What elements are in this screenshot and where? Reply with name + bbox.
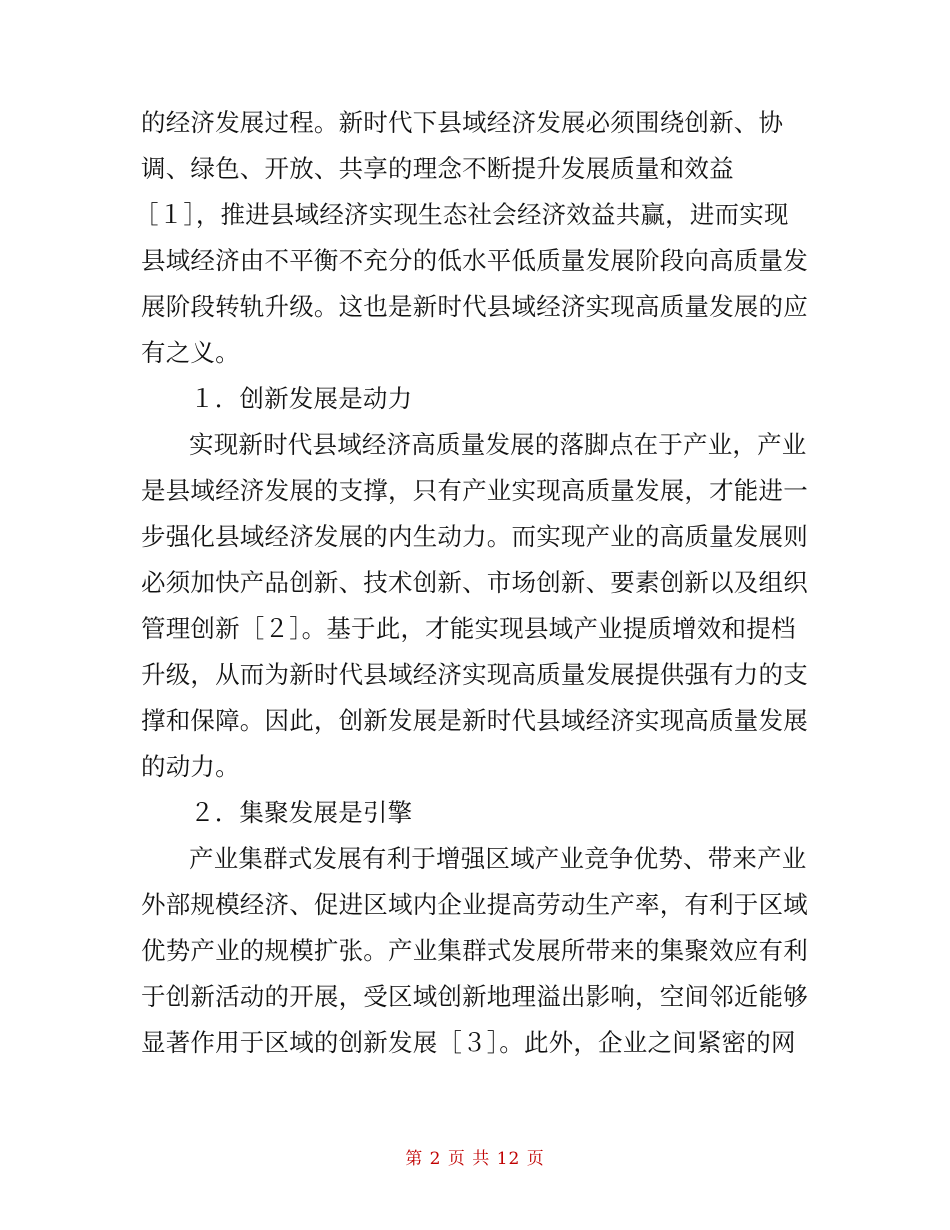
body-text-line: 展阶段转轨升级。这也是新时代县域经济实现高质量发展的应 [141,292,808,321]
section-heading-agglomeration: ２．集聚发展是引擎 [190,798,413,827]
body-text-line: 必须加快产品创新、技术创新、市场创新、要素创新以及组织 [141,568,808,597]
page-number-footer: 第 2 页 共 12 页 [405,1149,545,1169]
body-text-line: 步强化县域经济发展的内生动力。而实现产业的高质量发展则 [141,522,808,551]
body-text-line: 升级，从而为新时代县域经济实现高质量发展提供强有力的支 [141,660,808,689]
body-text-line: 显著作用于区域的创新发展［３］。此外，企业之间紧密的网 [141,1028,796,1057]
body-text-line: 管理创新［２］。基于此，才能实现县域产业提质增效和提档 [141,614,796,643]
section-heading-innovation: １．创新发展是动力 [190,384,413,413]
body-text-line: ［１］，推进县域经济实现生态社会经济效益共赢，进而实现 [134,200,789,229]
body-text-line: 优势产业的规模扩张。产业集群式发展所带来的集聚效应有利 [141,936,808,965]
body-text-line: 县域经济由不平衡不充分的低水平低质量发展阶段向高质量发 [141,246,808,275]
body-text-line: 撑和保障。因此，创新发展是新时代县域经济实现高质量发展 [141,706,808,735]
body-text-line: 产业集群式发展有利于增强区域产业竞争优势、带来产业 [189,844,807,873]
body-text-line: 外部规模经济、促进区域内企业提高劳动生产率，有利于区域 [141,890,808,919]
body-text-line: 的经济发展过程。新时代下县域经济发展必须围绕创新、协 [141,108,784,137]
body-text-line: 的动力。 [141,752,240,781]
body-text-line: 于创新活动的开展，受区域创新地理溢出影响，空间邻近能够 [141,982,808,1011]
body-text-line: 有之义。 [141,338,240,367]
body-text-line: 调、绿色、开放、共享的理念不断提升发展质量和效益 [141,154,734,183]
body-text-line: 实现新时代县域经济高质量发展的落脚点在于产业，产业 [189,430,807,459]
body-text-line: 是县域经济发展的支撑，只有产业实现高质量发展，才能进一 [141,476,808,505]
